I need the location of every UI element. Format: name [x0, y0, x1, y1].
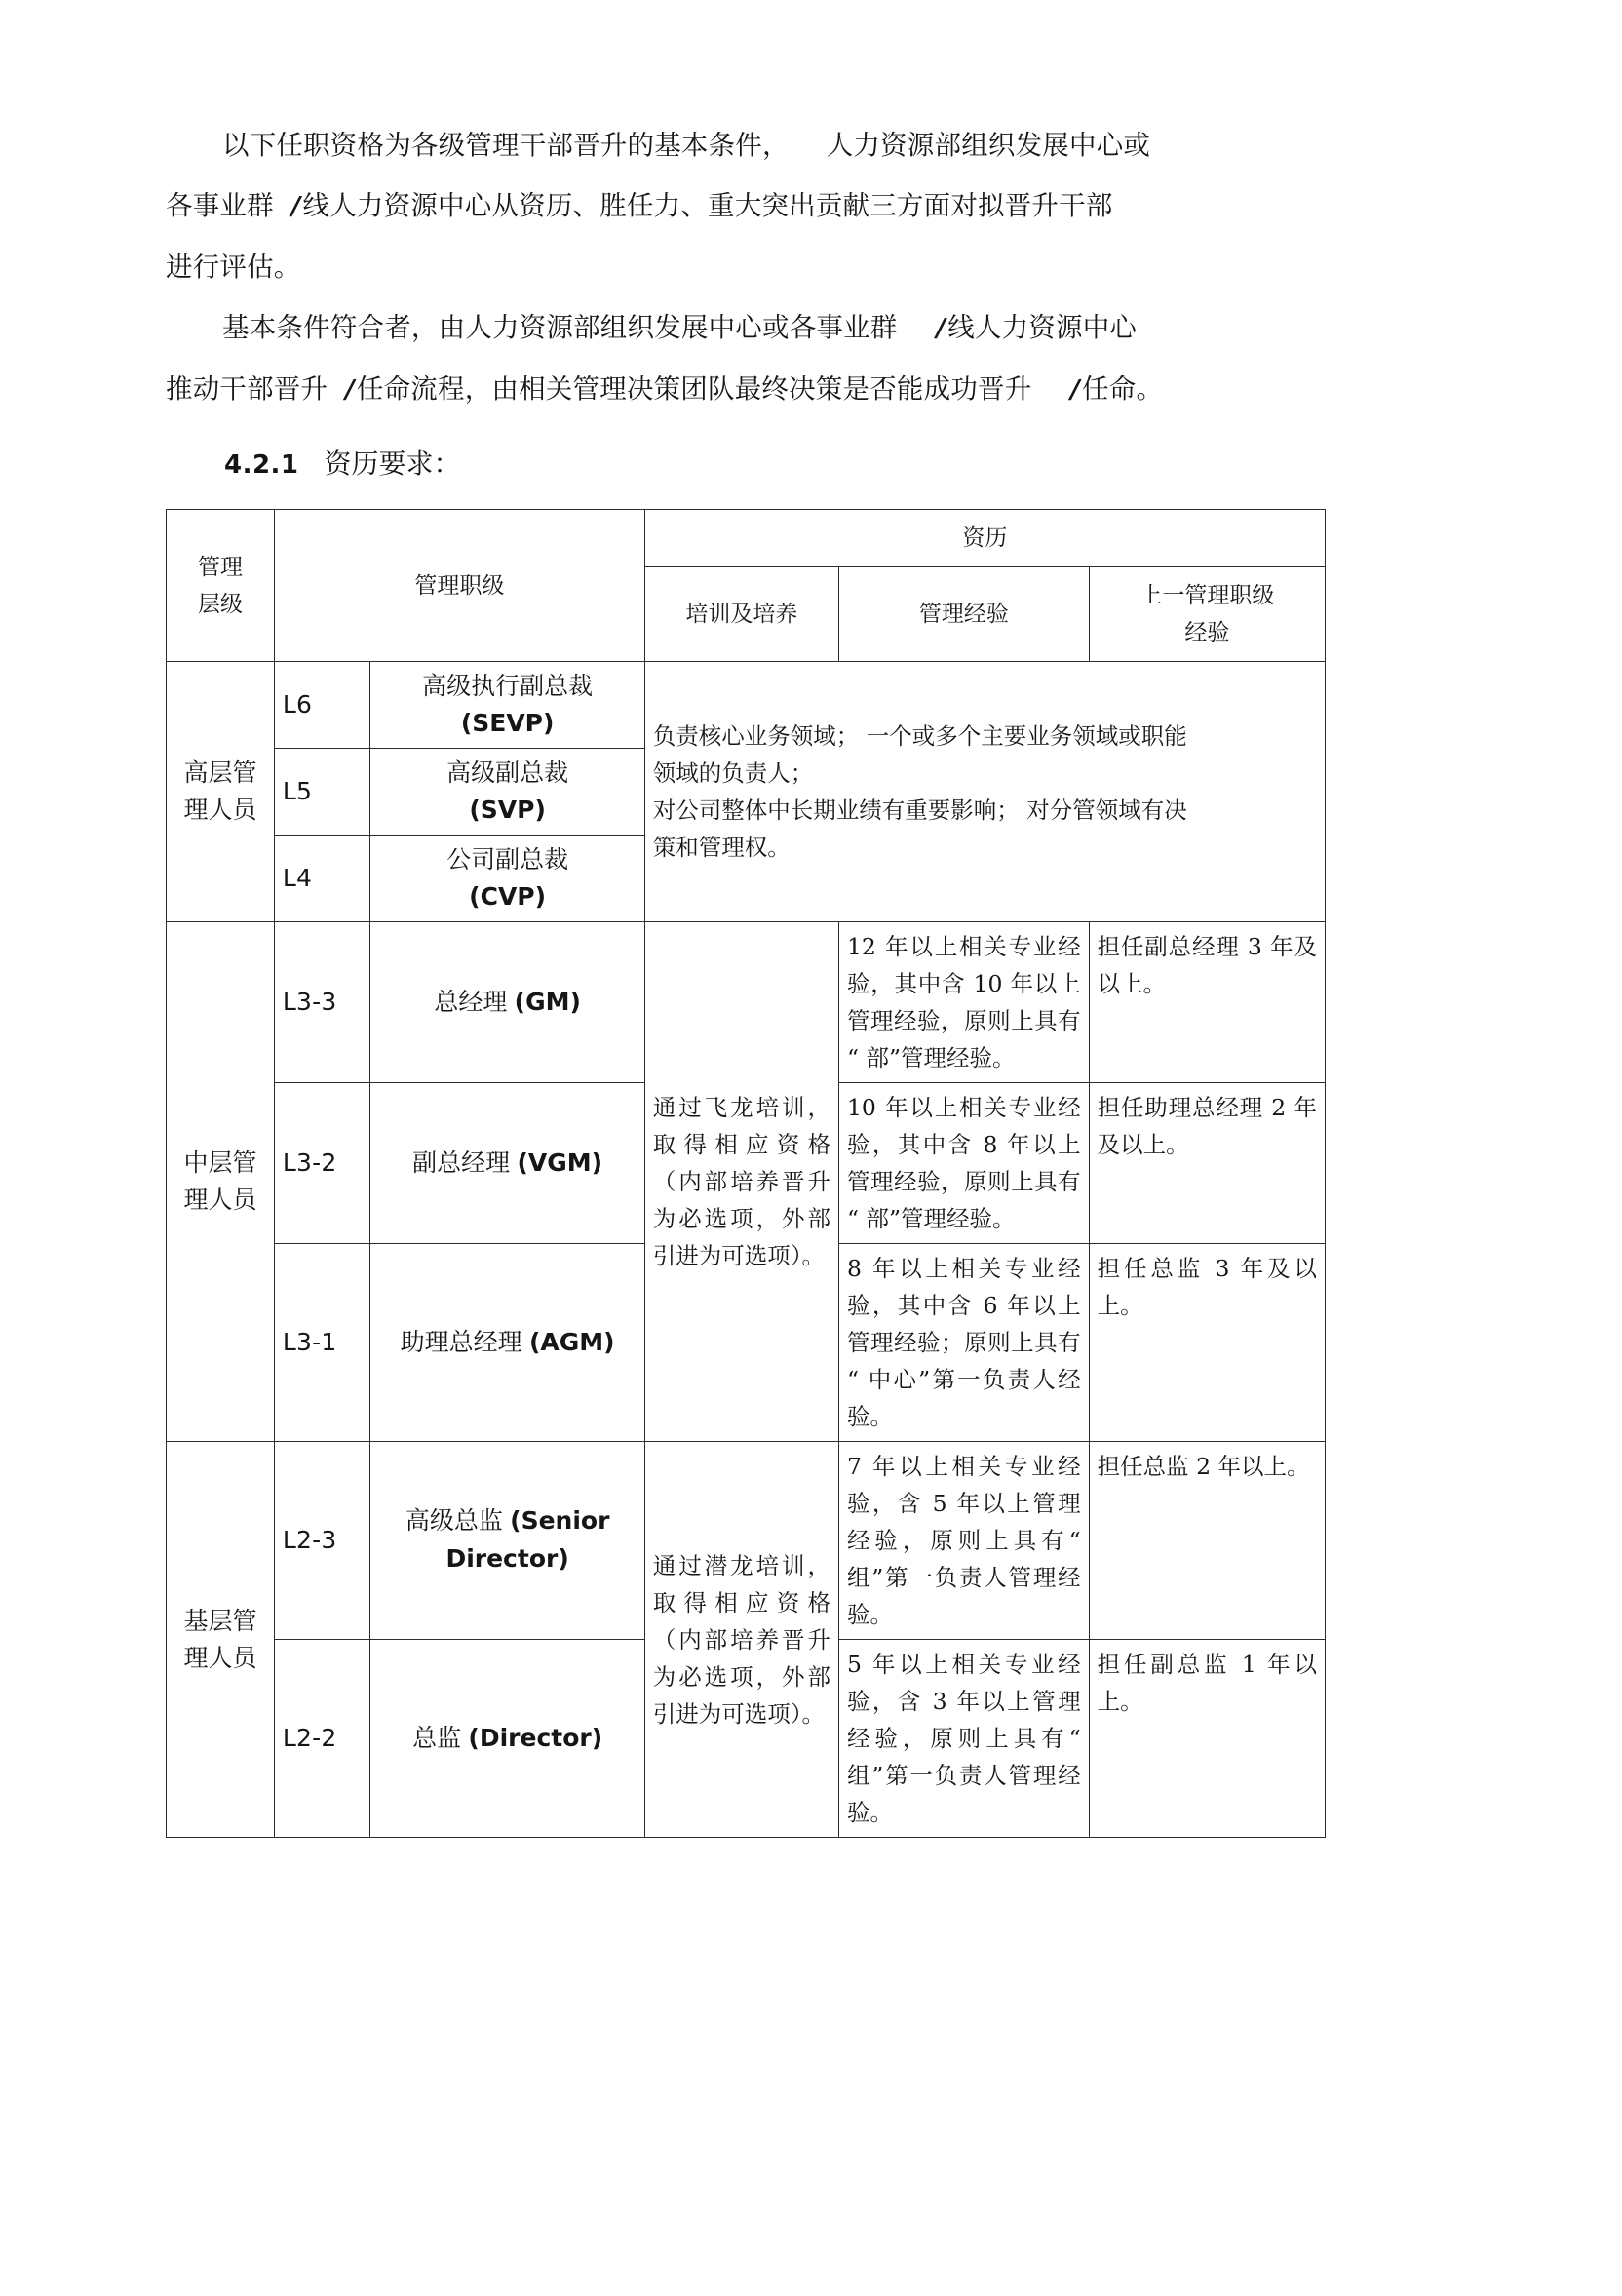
- paragraph-process-text-2: 线人力资源中心: [947, 312, 1138, 343]
- rank-title-l3-2-cn: 副总经理: [412, 1148, 511, 1177]
- paragraph-process: [166, 297, 1456, 420]
- rank-title-l2-3-en: (Senior Director): [445, 1506, 610, 1573]
- group-label-middle: [167, 922, 275, 1442]
- header-training-label: 培训及培养: [685, 602, 798, 627]
- experience-l2-3-text: 7 年以上相关专业经验，含 5 年以上管理经验，原则上具有“ 组”第一负责人管理经验。: [846, 1453, 1081, 1628]
- paragraph-process-text-4: 任命流程，由相关管理决策团队最终决策是否能成功晋升: [356, 373, 1032, 405]
- rank-title-l6-en: (SEVP): [460, 709, 555, 737]
- rank-code-l5-label: L5: [282, 777, 313, 805]
- paragraph-intro-text-3: 各事业群: [166, 190, 274, 221]
- rank-title-l5: [370, 749, 644, 836]
- previous-l2-3-text: 担任总监 2 年以上。: [1097, 1453, 1310, 1480]
- header-management-level: [167, 510, 275, 662]
- slash-separator-1: /: [290, 192, 301, 221]
- experience-l3-2: [838, 1083, 1089, 1244]
- experience-l3-2-text: 10 年以上相关专业经验，其中含 8 年以上管理经验，原则上具有“ 部”管理经验。: [846, 1094, 1081, 1232]
- senior-description-line-4: 策和管理权。: [652, 834, 791, 861]
- rank-code-l2-3-label: L2-3: [282, 1526, 337, 1554]
- rank-title-l2-2-cn: 总监: [412, 1723, 462, 1752]
- rank-title-l3-1: [370, 1244, 644, 1442]
- experience-l3-1-text: 8 年以上相关专业经验，其中含 6 年以上管理经验；原则上具有“ 中心”第一负责人经验。: [846, 1255, 1081, 1430]
- previous-l3-2-text: 担任助理总经理 2 年及以上。: [1097, 1094, 1317, 1158]
- training-middle-text: 通过飞龙培训，取得相应资格（内部培养晋升为必选项，外部引进为可选项）。: [652, 1094, 830, 1269]
- header-management-level-line2: 层级: [197, 591, 243, 617]
- rank-title-l3-3-cn: 总经理: [434, 987, 508, 1016]
- senior-description-line-1: 负责核心业务领域； 一个或多个主要业务领域或职能: [652, 722, 1187, 750]
- slash-separator-3: /: [345, 375, 355, 405]
- group-label-junior-line2: 理人员: [183, 1643, 257, 1672]
- table-header-row-1: [167, 510, 1326, 567]
- header-management-rank: [274, 510, 644, 662]
- rank-code-l2-2-label: L2-2: [282, 1724, 337, 1752]
- rank-title-l6: [370, 662, 644, 749]
- paragraph-intro-line-3: [166, 237, 1456, 297]
- experience-l2-3: [838, 1442, 1089, 1640]
- previous-l2-2-text: 担任副总监 1 年以上。: [1097, 1651, 1317, 1715]
- experience-l3-3: [838, 922, 1089, 1083]
- rank-title-l3-1-cn: 助理总经理: [400, 1327, 522, 1356]
- rank-title-l2-2: [370, 1640, 644, 1838]
- rank-code-l4: [274, 836, 370, 922]
- rank-code-l3-3-label: L3-3: [282, 988, 337, 1016]
- header-qualification-label: 资历: [962, 525, 1008, 551]
- senior-description-line-2: 领域的负责人；: [652, 759, 814, 787]
- experience-l2-2: [838, 1640, 1089, 1838]
- paragraph-process-text-5: 任命。: [1082, 373, 1164, 405]
- rank-title-l4-cn: 公司副总裁: [446, 845, 569, 874]
- section-heading-number: 4.2.1: [224, 450, 299, 480]
- rank-code-l3-1-label: L3-1: [282, 1328, 337, 1356]
- paragraph-process-line-1: [166, 297, 1456, 359]
- qualification-table: [166, 509, 1326, 1838]
- header-qualification: [644, 510, 1325, 567]
- experience-l3-3-text: 12 年以上相关专业经验，其中含 10 年以上管理经验，原则上具有“ 部”管理经验。: [846, 933, 1081, 1071]
- rank-title-l3-1-en: (AGM): [528, 1327, 615, 1356]
- section-heading-text: 资历要求：: [324, 448, 461, 480]
- header-management-rank-label: 管理职级: [414, 572, 505, 599]
- group-label-junior-line1: 基层管: [183, 1606, 257, 1635]
- rank-title-l6-cn: 高级执行副总裁: [422, 672, 594, 700]
- rank-title-l3-3-en: (GM): [514, 987, 581, 1016]
- previous-l3-3-text: 担任副总经理 3 年及以上。: [1097, 933, 1317, 997]
- header-previous-rank-line1: 上一管理职级: [1139, 583, 1275, 608]
- rank-code-l4-label: L4: [282, 864, 313, 892]
- previous-l3-1-text: 担任总监 3 年及以上。: [1097, 1255, 1317, 1319]
- header-previous-rank-line2: 经验: [1184, 620, 1230, 645]
- previous-l2-2: [1089, 1640, 1325, 1838]
- rank-title-l3-2-en: (VGM): [517, 1148, 603, 1177]
- table-row: [167, 1442, 1326, 1640]
- training-junior: [644, 1442, 838, 1838]
- slash-separator-4: /: [1070, 375, 1081, 405]
- rank-code-l6-label: L6: [282, 690, 313, 719]
- paragraph-intro: [166, 115, 1456, 297]
- rank-title-l3-2: [370, 1083, 644, 1244]
- rank-title-l3-3: [370, 922, 644, 1083]
- slash-separator-2: /: [936, 314, 946, 343]
- rank-title-l2-3-cn: 高级总监: [405, 1506, 503, 1535]
- previous-l3-2: [1089, 1083, 1325, 1244]
- rank-title-l5-cn: 高级副总裁: [446, 759, 569, 787]
- paragraph-intro-text-1: 以下任职资格为各级管理干部晋升的基本条件，: [222, 130, 790, 161]
- senior-description: [644, 662, 1325, 922]
- group-label-junior: [167, 1442, 275, 1838]
- rank-title-l4-en: (CVP): [469, 882, 547, 911]
- table-row: [167, 922, 1326, 1083]
- header-management-experience: [838, 567, 1089, 662]
- rank-code-l6: [274, 662, 370, 749]
- group-label-senior: [167, 662, 275, 922]
- previous-l3-3: [1089, 922, 1325, 1083]
- header-training: [644, 567, 838, 662]
- rank-title-l5-en: (SVP): [469, 796, 546, 824]
- senior-description-line-3: 对公司整体中长期业绩有重要影响； 对分管领域有决: [652, 797, 1187, 824]
- experience-l2-2-text: 5 年以上相关专业经验，含 3 年以上管理经验，原则上具有“ 组”第一负责人管理经验。: [846, 1651, 1081, 1826]
- paragraph-process-line-2: [166, 359, 1456, 420]
- experience-l3-1: [838, 1244, 1089, 1442]
- training-middle: [644, 922, 838, 1442]
- paragraph-intro-text-5: 进行评估。: [166, 252, 301, 283]
- rank-title-l2-3: [370, 1442, 644, 1640]
- group-label-senior-line2: 理人员: [183, 796, 257, 824]
- rank-code-l3-2-label: L3-2: [282, 1148, 337, 1177]
- rank-code-l2-2: [274, 1640, 370, 1838]
- paragraph-process-text-3: 推动干部晋升: [166, 373, 328, 405]
- group-label-senior-line1: 高层管: [183, 759, 257, 787]
- training-junior-text: 通过潜龙培训，取得相应资格（内部培养晋升为必选项，外部引进为可选项）。: [652, 1551, 830, 1728]
- paragraph-intro-line-2: [166, 175, 1456, 237]
- rank-title-l2-2-en: (Director): [468, 1723, 603, 1752]
- rank-title-l4: [370, 836, 644, 922]
- rank-code-l2-3: [274, 1442, 370, 1640]
- previous-l3-1: [1089, 1244, 1325, 1442]
- paragraph-intro-text-4: 线人力资源中心从资历、胜任力、重大突出贡献三方面对拟晋升干部: [302, 190, 1113, 221]
- table-row: [167, 662, 1326, 749]
- header-previous-rank: [1089, 567, 1325, 662]
- rank-code-l3-2: [274, 1083, 370, 1244]
- group-label-middle-line1: 中层管: [183, 1148, 257, 1177]
- group-label-middle-line2: 理人员: [183, 1186, 257, 1214]
- header-management-experience-label: 管理经验: [918, 602, 1009, 627]
- rank-code-l3-1: [274, 1244, 370, 1442]
- rank-code-l5: [274, 749, 370, 836]
- header-management-level-line1: 管理: [197, 554, 243, 580]
- paragraph-process-text-1: 基本条件符合者，由人力资源部组织发展中心或各事业群: [222, 312, 898, 343]
- rank-code-l3-3: [274, 922, 370, 1083]
- section-heading: [224, 442, 1456, 487]
- paragraph-intro-text-2: 人力资源部组织发展中心或: [826, 130, 1151, 161]
- previous-l2-3: [1089, 1442, 1325, 1640]
- paragraph-intro-line-1: [166, 115, 1456, 175]
